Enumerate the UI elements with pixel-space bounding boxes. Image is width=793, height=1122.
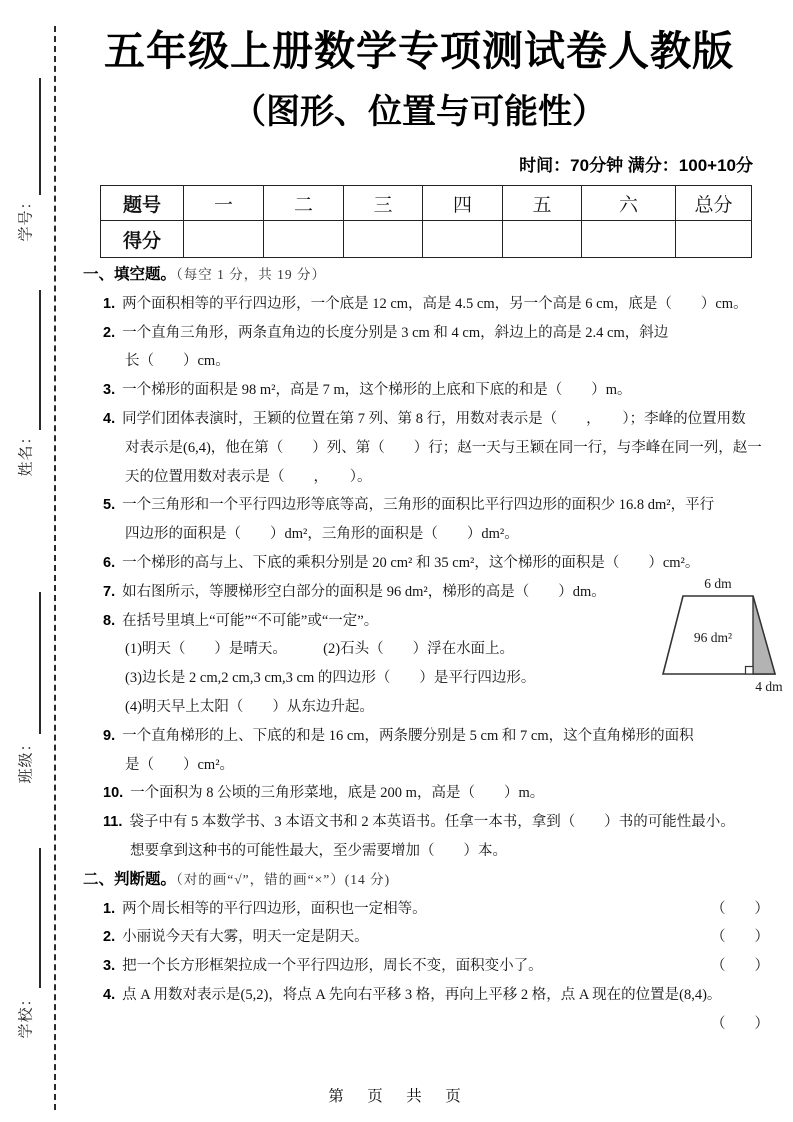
question-number: 3. (103, 382, 116, 399)
fill-q5 (83, 491, 773, 520)
score-cell-empty (264, 221, 344, 258)
question-number: 10. (103, 785, 124, 802)
question-text: 一个三角形和一个平行四边形等底等高，三角形的面积比平行四边形的面积少 16.8 dm²，平行 (122, 497, 715, 514)
answer-brackets: （ ） (711, 1015, 769, 1032)
fill-q10 (83, 779, 773, 808)
question-text: 点 A 用数对表示是(5,2)，将点 A 先向右平移 3 格，再向上平移 2 格，点 A 现在的位置是(8,4)。 (122, 986, 722, 1003)
paper-subtitle: （图形、位置与可能性） (232, 93, 606, 131)
fill-q11 (83, 808, 773, 837)
judge-q3 (83, 952, 773, 981)
question-text: 一个梯形的高与上、下底的乘积分别是 20 cm² 和 35 cm²，这个梯形的面积是（ ）cm²。 (122, 554, 700, 571)
score-cell-empty (503, 221, 582, 258)
question-text: 一个梯形的面积是 98 m²，高是 7 m，这个梯形的上底和下底的和是（ ）m。 (122, 382, 632, 399)
student-id-blank-line (39, 78, 41, 195)
question-number: 8. (103, 612, 116, 629)
question-text: 想要拿到这种书的可能性最大，至少需要增加（ ）本。 (130, 842, 507, 859)
score-table-header-row (101, 186, 752, 221)
score-table-cell: 题号 (101, 186, 184, 221)
score-cell-empty (184, 221, 264, 258)
fill-q5-line2 (83, 520, 773, 549)
right-angle-marker (746, 667, 754, 675)
page-footer: 第 页 共 页 (328, 1088, 465, 1105)
score-table-cell: 一 (184, 186, 264, 221)
score-cell-empty (676, 221, 752, 258)
question-number: 3. (103, 958, 116, 975)
figure-top-dimension: 6 dm (704, 576, 732, 591)
name-label: 姓名： (18, 428, 35, 477)
figure-area-value: 96 dm² (693, 630, 733, 645)
question-number: 9. (103, 727, 116, 744)
score-table-cell: 二 (264, 186, 344, 221)
score-table-cell: 六 (582, 186, 676, 221)
section-fill-in-heading (83, 261, 773, 290)
fill-q9-line2 (83, 751, 773, 780)
question-text: 一个直角梯形的上、下底的和是 16 cm，两条腰分别是 5 cm 和 7 cm，这个直角梯形的面积 (122, 727, 694, 744)
question-text: 两个面积相等的平行四边形，一个底是 12 cm，高是 4.5 cm，另一个高是 6 cm，底是（ ）cm。 (122, 295, 748, 312)
fill-q9 (83, 722, 773, 751)
question-number: 2. (103, 324, 116, 341)
question-number: 11. (103, 814, 123, 831)
school-blank-line (39, 848, 41, 988)
question-number: 4. (103, 986, 116, 1003)
question-text: (1)明天（ ）是晴天。 (2)石头（ ）浮在水面上。 (125, 641, 515, 658)
judge-q4-brackets (83, 1010, 773, 1039)
fill-q1 (83, 290, 773, 319)
name-blank-line (39, 290, 41, 430)
section-heading-note: （每空 1 分，共 19 分） (176, 267, 327, 282)
section-heading-note: （对的画“√”，错的画“×”）(14 分) (176, 871, 391, 887)
score-table (100, 185, 752, 258)
question-text: 四边形的面积是（ ）dm²，三角形的面积是（ ）dm²。 (125, 526, 519, 543)
question-text: 长（ ）cm。 (125, 353, 230, 370)
question-number: 5. (103, 497, 116, 514)
score-table-score-row (101, 221, 752, 258)
class-label: 班级： (18, 735, 35, 784)
fill-q2 (83, 319, 773, 348)
judge-q1 (83, 895, 773, 924)
question-number: 4. (103, 410, 116, 427)
question-text: (3)边长是 2 cm,2 cm,3 cm,3 cm 的四边形（ ）是平行四边形。 (125, 670, 536, 687)
fill-q4-line2 (83, 434, 773, 463)
judge-q4 (83, 981, 773, 1010)
judge-q2 (83, 923, 773, 952)
question-text: 是（ ）cm²。 (125, 756, 235, 773)
paper-header (85, 24, 753, 258)
fill-q2-line2 (83, 347, 773, 376)
score-cell-empty (582, 221, 676, 258)
paper-title: 五年级上册数学专项测试卷人教版 (104, 28, 734, 74)
shaded-right-triangle (753, 596, 775, 674)
question-text: 在括号里填上“可能”“不可能”或“一定”。 (122, 612, 379, 629)
fill-q4-line3 (83, 463, 773, 492)
question-text: 天的位置用数对表示是（ ， ）。 (125, 468, 372, 485)
question-text: 袋子中有 5 本数学书、3 本语文书和 2 本英语书。任拿一本书，拿到（ ）书的可能性最小。 (129, 814, 735, 831)
score-cell-empty (423, 221, 503, 258)
fold-dashed-line (54, 26, 56, 1110)
fill-q3 (83, 376, 773, 405)
answer-brackets: （ ） (711, 900, 769, 917)
fill-q11-line2 (83, 837, 773, 866)
trapezoid-figure (645, 574, 793, 700)
figure-bottom-dimension: 4 dm (755, 679, 783, 694)
question-number: 1. (103, 295, 116, 312)
score-table-cell: 总分 (676, 186, 752, 221)
section-heading-text: 二、判断题。 (83, 870, 177, 888)
question-number: 6. (103, 554, 116, 571)
score-row-label: 得分 (101, 221, 184, 258)
question-text: 对表示是(6,4)，他在第（ ）列、第（ ）行；赵一天与王颖在同一行，与李峰在同一列，赵一 (125, 439, 762, 456)
question-text: 两个周长相等的平行四边形，面积也一定相等。 (122, 900, 427, 917)
question-text: (4)明天早上太阳（ ）从东边升起。 (125, 698, 374, 715)
answer-brackets: （ ） (711, 958, 769, 975)
answer-brackets: （ ） (711, 929, 769, 946)
question-text: 把一个长方形框架拉成一个平行四边形，周长不变，面积变小了。 (122, 958, 543, 975)
question-number: 2. (103, 929, 116, 946)
time-score-info: 时间：70分钟 满分：100+10分 (519, 156, 753, 175)
student-id-label: 学号： (18, 193, 35, 242)
section-judge-heading (83, 866, 773, 895)
question-text: 一个面积为 8 公顷的三角形菜地，底是 200 m，高是（ ）m。 (130, 785, 545, 802)
score-table-cell: 五 (503, 186, 582, 221)
score-table-cell: 三 (344, 186, 423, 221)
question-number: 7. (103, 583, 116, 600)
score-table-cell: 四 (423, 186, 503, 221)
question-text: 如右图所示，等腰梯形空白部分的面积是 96 dm²，梯形的高是（ ）dm。 (122, 583, 606, 600)
class-blank-line (39, 592, 41, 734)
question-text: 同学们团体表演时，王颖的位置在第 7 列、第 8 行，用数对表示是（ ， ）；李峰的位置用数 (122, 410, 746, 427)
fill-q4 (83, 405, 773, 434)
question-number: 1. (103, 900, 116, 917)
score-cell-empty (344, 221, 423, 258)
question-text: 一个直角三角形，两条直角边的长度分别是 3 cm 和 4 cm，斜边上的高是 2.4 cm，斜边 (122, 324, 669, 341)
section-heading-text: 一、填空题。 (83, 266, 177, 283)
question-text: 小丽说今天有大雾，明天一定是阴天。 (122, 929, 369, 946)
school-label: 学校： (18, 990, 35, 1039)
